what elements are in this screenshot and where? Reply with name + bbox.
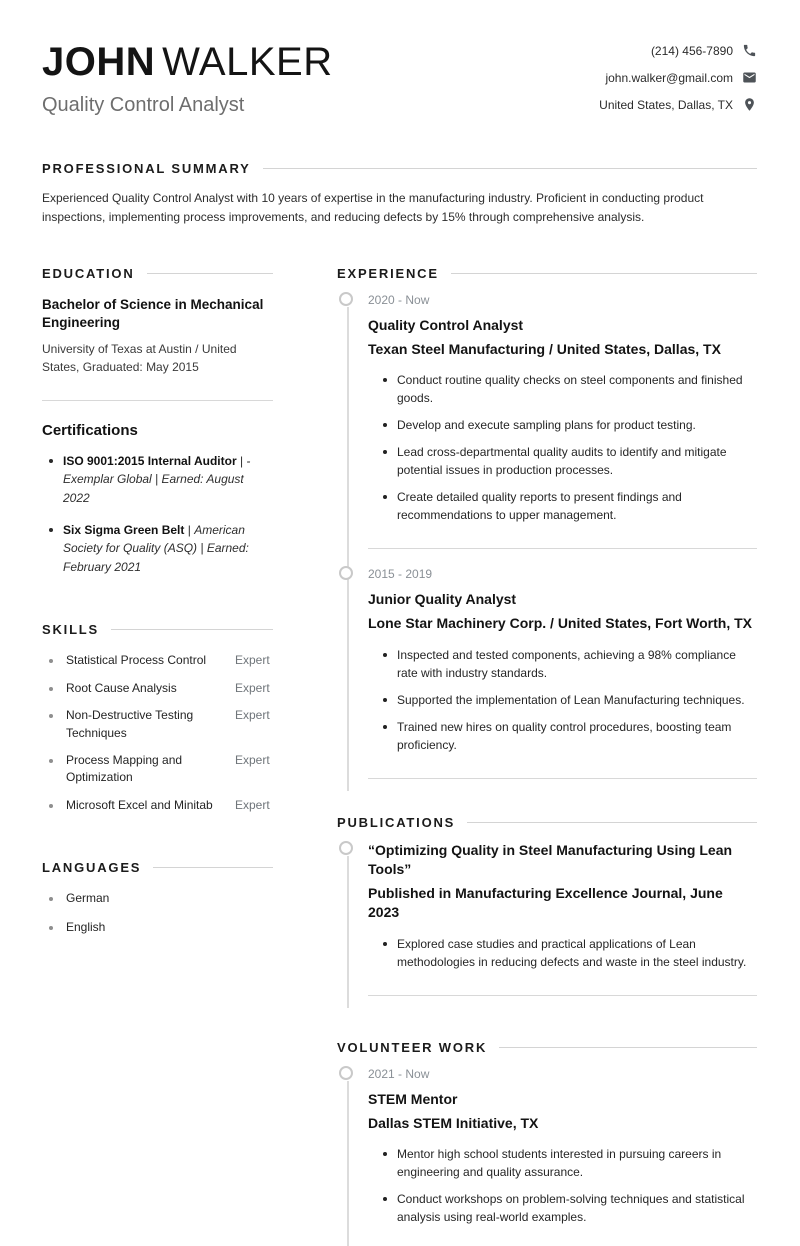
publication-entry: [337, 841, 757, 971]
bullet-dot: [49, 897, 53, 901]
entry-role: Junior Quality Analyst: [368, 591, 517, 608]
skill-row: [42, 652, 273, 669]
certification-separator: |: [236, 453, 247, 468]
entry-date: 2015 - 2019: [368, 567, 433, 582]
certification-separator: |: [184, 522, 195, 537]
entry-organization: Texan Steel Manufacturing / United States, Dallas, TX: [368, 340, 721, 357]
section-languages: [42, 860, 273, 934]
heading-rule: [451, 273, 757, 274]
certification-name: Six Sigma Green Belt: [63, 522, 185, 537]
bullet-item: Conduct routine quality checks on steel components and finished goods.: [383, 371, 757, 407]
section-heading: [42, 266, 273, 281]
bullet-dot: [49, 714, 53, 718]
section-heading: [42, 161, 757, 176]
skill-row: [42, 797, 273, 814]
bullet-item: Explored case studies and practical applications of Lean methodologies in reducing defects and waste in the steel industry.: [383, 935, 757, 971]
entry-divider: [368, 778, 757, 779]
bullet-item: Inspected and tested components, achieving a 98% compliance rate with industry standards.: [383, 646, 757, 682]
skill-level: Expert: [235, 680, 270, 695]
section-volunteer-work: [337, 1040, 757, 1226]
entry-bullets: [368, 646, 757, 754]
certification-details: - Exemplar Global | Earned: August 2022: [63, 453, 251, 505]
certification-item: [42, 521, 273, 577]
skill-row: [42, 680, 273, 697]
skills-heading: SKILLS: [42, 622, 100, 638]
bullet-item: Conduct workshops on problem-solving techniques and statistical analysis using real-world examples.: [383, 1190, 757, 1226]
first-name: JOHN: [42, 40, 156, 84]
bullet-item: Supported the implementation of Lean Manufacturing techniques.: [383, 691, 757, 709]
skill-name: Root Cause Analysis: [66, 680, 177, 695]
bullet-item: Trained new hires on quality control procedures, boosting team proficiency.: [383, 718, 757, 754]
language-row: [42, 891, 273, 905]
certification-name: ISO 9001:2015 Internal Auditor: [63, 453, 237, 468]
skill-name: Process Mapping and Optimization: [66, 752, 183, 785]
skill-row: [42, 707, 273, 742]
language-row: [42, 920, 273, 934]
languages-heading: LANGUAGES: [42, 860, 142, 876]
right-column: [337, 266, 757, 1226]
publication-subtitle: Published in Manufacturing Excellence Journal, June 2023: [368, 884, 723, 921]
two-column-body: [42, 266, 757, 1226]
experience-heading: EXPERIENCE: [337, 266, 439, 282]
section-heading: [337, 1040, 757, 1055]
entry-bullets: [368, 371, 757, 524]
entry-bullets: [368, 935, 757, 971]
person-name: [42, 40, 333, 84]
contact-location: [599, 97, 757, 112]
section-heading: [42, 622, 273, 637]
header: [42, 40, 757, 117]
skill-name: Statistical Process Control: [66, 653, 207, 668]
skill-name: Microsoft Excel and Minitab: [66, 797, 213, 812]
divider: [42, 400, 273, 401]
contact-email: [605, 70, 757, 85]
certification-details: American Society for Quality (ASQ) | Earned: February 2021: [63, 522, 249, 574]
skill-name: Non-Destructive Testing Techniques: [66, 708, 194, 740]
entry-role: Quality Control Analyst: [368, 317, 524, 334]
phone-icon: [742, 43, 757, 58]
bullet-dot: [49, 926, 53, 930]
volunteer-heading: VOLUNTEER WORK: [337, 1039, 488, 1055]
entry-date: 2020 - Now: [368, 293, 430, 308]
map-pin-icon: [742, 97, 757, 112]
timeline-dot: [339, 566, 353, 580]
section-publications: [337, 815, 757, 996]
entry-organization: Lone Star Machinery Corp. / United States, Fort Worth, TX: [368, 614, 753, 631]
timeline-dot: [339, 1066, 353, 1080]
heading-rule: [467, 822, 757, 823]
timeline-dot: [339, 292, 353, 306]
section-certifications: [42, 422, 273, 577]
experience-entry: [337, 292, 757, 524]
publications-heading: PUBLICATIONS: [337, 814, 456, 830]
certifications-list: [42, 452, 273, 577]
heading-rule: [153, 867, 273, 868]
entry-divider: [368, 995, 757, 996]
skill-level: Expert: [235, 708, 270, 723]
certifications-heading: Certifications: [42, 421, 138, 439]
publication-title: “Optimizing Quality in Steel Manufacturing Using Lean Tools”: [368, 841, 733, 878]
section-education: [42, 266, 273, 377]
volunteer-timeline: [337, 1066, 757, 1226]
section-skills: [42, 622, 273, 814]
heading-rule: [263, 168, 757, 169]
phone-number: (214) 456-7890: [650, 43, 733, 58]
location-text: United States, Dallas, TX: [599, 97, 733, 112]
languages-list: [42, 891, 273, 934]
heading-rule: [147, 273, 273, 274]
education-details: University of Texas at Austin / United States, Graduated: May 2015: [42, 341, 237, 375]
bullet-item: Develop and execute sampling plans for product testing.: [383, 416, 757, 434]
left-column: [42, 266, 273, 1226]
language-name: German: [66, 891, 110, 906]
summary-text: Experienced Quality Control Analyst with 10 years of expertise in the manufacturing industry. Proficient in conducting product inspections, implementing process improvements, and reducing defects by 15% through comprehensive analysis.: [42, 191, 704, 224]
email-address: john.walker@gmail.com: [605, 70, 733, 85]
entry-role: STEM Mentor: [368, 1090, 458, 1107]
envelope-icon: [742, 70, 757, 85]
heading-rule: [111, 629, 273, 630]
header-identity: [42, 40, 333, 117]
summary-heading: PROFESSIONAL SUMMARY: [42, 161, 251, 176]
experience-timeline: [337, 292, 757, 778]
job-title: Quality Control Analyst: [42, 94, 245, 116]
bullet-item: Lead cross-departmental quality audits to identify and mitigate potential issues in production processes.: [383, 443, 757, 479]
timeline-dot: [339, 841, 353, 855]
bullet-item: Mentor high school students interested in pursuing careers in engineering and quality assurance.: [383, 1145, 757, 1181]
education-heading: EDUCATION: [42, 266, 135, 282]
bullet-dot: [49, 687, 53, 691]
contact-info: [599, 40, 757, 112]
language-name: English: [66, 920, 106, 935]
volunteer-entry: [337, 1066, 757, 1226]
experience-entry: [337, 566, 757, 753]
bullet-item: Create detailed quality reports to present findings and recommendations to upper management.: [383, 488, 757, 524]
entry-organization: Dallas STEM Initiative, TX: [368, 1114, 539, 1131]
skill-level: Expert: [235, 752, 270, 767]
heading-rule: [499, 1047, 757, 1048]
section-heading: [42, 860, 273, 875]
bullet-dot: [49, 659, 53, 663]
contact-phone: [651, 43, 757, 58]
bullet-dot: [49, 804, 53, 808]
section-professional-summary: [42, 161, 757, 226]
skill-level: Expert: [235, 797, 270, 812]
degree-title: Bachelor of Science in Mechanical Engineering: [42, 297, 264, 331]
entry-divider: [368, 548, 757, 549]
skills-list: [42, 652, 273, 814]
section-heading: [337, 266, 757, 281]
entry-date: 2021 - Now: [368, 1066, 430, 1081]
bullet-dot: [49, 759, 53, 763]
certification-item: [42, 452, 273, 508]
skill-level: Expert: [235, 653, 270, 668]
section-experience: [337, 266, 757, 778]
last-name: WALKER: [162, 40, 333, 84]
publications-timeline: [337, 841, 757, 996]
skill-row: [42, 752, 273, 787]
section-heading: [337, 815, 757, 830]
entry-bullets: [368, 1145, 757, 1226]
